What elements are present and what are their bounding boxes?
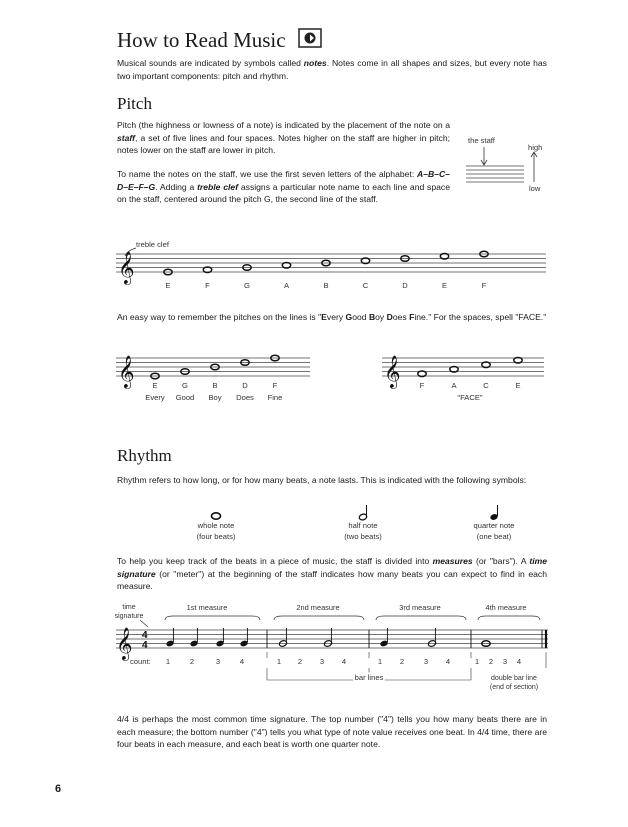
mnemonic-word: Every [145, 393, 165, 402]
mnemonic-word: Good [175, 393, 195, 402]
note-name-label: D [402, 281, 408, 290]
space-note-label: A [451, 381, 457, 390]
measure-notes [166, 628, 491, 647]
rhythm-paragraph-3: 4/4 is perhaps the most common time signature. The top number ("4") tells you how many beats there are in each measure; the bottom number ("4") tells you what type of note value receives one beat. In 4/4 time, there are four beats in each measure, and each beat is worth one quarter note. [117, 714, 547, 749]
quarter-note-beats: (one beat) [476, 532, 512, 541]
beat-count: 4 [445, 657, 451, 666]
mnemonic-word: Boy [208, 393, 222, 402]
space-note-label: C [483, 381, 489, 390]
quarter-note-icon [166, 628, 175, 647]
pitch-heading: Pitch [117, 94, 152, 113]
spaces-staff [378, 350, 548, 410]
beat-count: 4 [239, 657, 245, 666]
intro-paragraph: Musical sounds are indicated by symbols called notes. Notes come in all shapes and sizes, but every note has two important components: pitch and rhythm. [117, 58, 547, 81]
double-bar-label-2: (end of section) [489, 684, 539, 691]
audio-icon [298, 28, 322, 48]
measure-bracket [274, 616, 364, 620]
quarter-note-icon [489, 505, 498, 521]
note-name-label: A [283, 281, 290, 290]
quarter-note-icon [216, 628, 225, 647]
mnemonic-word: Fine [267, 393, 283, 402]
beat-count: 1 [474, 657, 480, 666]
treble-clef-icon: 𝄞 [384, 356, 401, 387]
treble-clef-icon: 𝄞 [118, 252, 135, 283]
half-note-beats: (two beats) [344, 532, 382, 541]
mnemonic-word: Does [236, 393, 254, 402]
measure-bracket [376, 616, 466, 620]
beat-count: 2 [297, 657, 303, 666]
measure-label: 4th measure [485, 603, 527, 612]
time-signature-label-1: time [122, 604, 136, 611]
scale-notes [164, 251, 488, 290]
count-label: count: [130, 657, 151, 666]
treble-clef-icon: 𝄞 [118, 356, 135, 387]
note-name-label: C [362, 281, 369, 290]
beat-count: 3 [502, 657, 508, 666]
beat-count: 1 [377, 657, 383, 666]
rhythm-paragraph-1: Rhythm refers to how long, or for how many beats, a note lasts. This is indicated with the following symbols: [117, 475, 527, 485]
treble-clef-icon: 𝄞 [116, 628, 133, 659]
beat-count: 2 [189, 657, 195, 666]
quarter-note-label: quarter note [473, 521, 515, 530]
note-name-label: B [323, 281, 329, 290]
beat-count: 3 [215, 657, 221, 666]
face-label: "FACE" [457, 393, 483, 402]
beat-counts [166, 657, 521, 666]
time-sig-bottom: 4 [142, 640, 148, 651]
beat-count: 1 [276, 657, 282, 666]
whole-note-label: whole note [197, 521, 235, 530]
note-name-label: E [441, 281, 448, 290]
staff-label: the staff [468, 136, 495, 145]
note-name-label: F [481, 281, 487, 290]
staff-diagram [462, 133, 552, 195]
time-sig-top: 4 [142, 630, 148, 641]
measure-labels [165, 603, 540, 620]
beat-count: 3 [423, 657, 429, 666]
line-note-label: G [182, 381, 188, 390]
rhythm-paragraph-2: To help you keep track of the beats in a piece of music, the staff is divided into measures (or "bars"). A time signature (or "meter") at the beginning of the staff indicates how many beats you can expect to find in each measure. [117, 556, 548, 591]
pitch-paragraph-1: Pitch (the highness or lowness of a note) is indicated by the placement of the note on a staff, a set of five lines and four spaces. Notes higher on the staff are higher in pitch; notes lower on the staff are lower in pitch. [117, 120, 450, 155]
page-title: How to Read Music [117, 28, 286, 52]
treble-clef-label: treble clef [136, 240, 169, 249]
beat-count: 4 [516, 657, 522, 666]
beat-count: 3 [319, 657, 325, 666]
pitch-paragraph-2: To name the notes on the staff, we use the first seven letters of the alphabet: A–B–C–D–E–F–G. Adding a treble clef assigns a particular note name to each line and space on the staff, centered around the pitch G, the second line of the staff. [117, 169, 450, 204]
space-note-label: F [419, 381, 425, 390]
space-note-label: E [515, 381, 521, 390]
space-notes [418, 357, 522, 402]
line-note-label: D [242, 381, 248, 390]
low-label: low [529, 184, 541, 193]
page-number: 6 [55, 783, 62, 795]
line-note-label: B [212, 381, 218, 390]
note-name-label: G [244, 281, 250, 290]
measure-label: 1st measure [186, 603, 228, 612]
whole-note-beats: (four beats) [196, 532, 236, 541]
line-note-label: F [272, 381, 278, 390]
time-signature-label-2: signature [114, 613, 144, 620]
pitch-paragraph-3: An easy way to remember the pitches on the lines is "Every Good Boy Does Fine." For the spaces, spell "FACE." [117, 312, 547, 322]
beat-count: 1 [165, 657, 171, 666]
measures-staff [110, 600, 552, 695]
quarter-note-icon [240, 628, 249, 647]
whole-note-icon [212, 513, 221, 519]
high-label: high [528, 143, 543, 152]
half-note-icon [428, 628, 437, 647]
half-note-icon [279, 628, 288, 647]
note-name-label: E [165, 281, 171, 290]
double-bar-label-1: double bar line [491, 675, 537, 682]
lines-staff [112, 350, 312, 410]
rhythm-heading: Rhythm [117, 446, 172, 465]
half-note-label: half note [348, 521, 378, 530]
beat-count: 2 [488, 657, 494, 666]
half-note-icon [324, 628, 333, 647]
beat-count: 2 [399, 657, 405, 666]
quarter-note-icon [380, 628, 389, 647]
measure-label: 2nd measure [296, 603, 340, 612]
line-note-label: E [152, 381, 158, 390]
measure-label: 3rd measure [399, 603, 441, 612]
treble-staff-notes [110, 236, 550, 296]
measure-bracket [165, 616, 260, 620]
measure-bracket [478, 616, 540, 620]
note-name-label: F [205, 281, 210, 290]
bar-lines-label: bar lines [354, 673, 384, 682]
quarter-note-icon [190, 628, 199, 647]
half-note-icon [358, 505, 367, 521]
beat-count: 4 [341, 657, 347, 666]
